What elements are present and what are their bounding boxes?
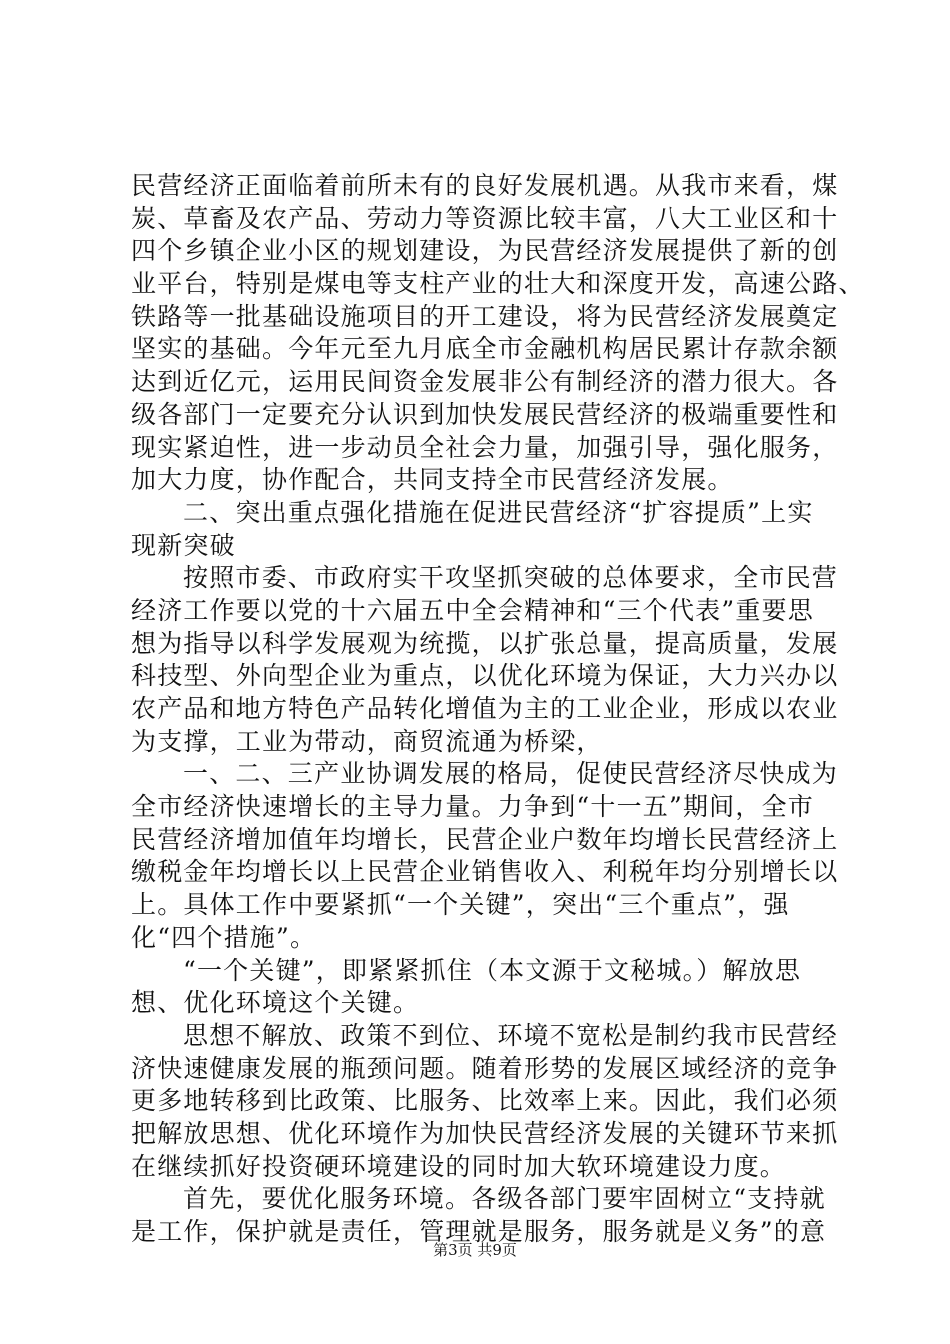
text-line: 业平台，特别是煤电等支柱产业的壮大和深度开发，高速公路、 bbox=[131, 269, 865, 299]
text-line: 在继续抓好投资硬环境建设的同时加大软环境建设力度。 bbox=[131, 1151, 787, 1181]
text-line: 炭、草畜及农产品、劳动力等资源比较丰富，八大工业区和十 bbox=[131, 203, 839, 233]
text-line: 更多地转移到比政策、比服务、比效率上来。因此，我们必须 bbox=[131, 1086, 839, 1116]
text-line: 一、二、三产业协调发展的格局，促使民营经济尽快成为 bbox=[183, 759, 839, 789]
text-line: 民营经济正面临着前所未有的良好发展机遇。从我市来看，煤 bbox=[131, 171, 839, 200]
text-line: 级各部门一定要充分认识到加快发展民营经济的极端重要性和 bbox=[131, 399, 839, 429]
text-line: 坚实的基础。今年元至九月底全市金融机构居民累计存款余额 bbox=[131, 334, 839, 364]
text-line: 民营经济增加值年均增长，民营企业户数年均增长民营经济上 bbox=[131, 824, 839, 854]
text-line: 现实紧迫性，进一步动员全社会力量，加强引导，强化服务， bbox=[131, 432, 839, 462]
text-line: 济快速健康发展的瓶颈问题。随着形势的发展区域经济的竞争 bbox=[131, 1053, 839, 1083]
text-line: 为支撑，工业为带动，商贸流通为桥梁， bbox=[131, 726, 603, 756]
body-text bbox=[131, 170, 865, 1249]
text-line: 想为指导以科学发展观为统揽，以扩张总量，提高质量，发展 bbox=[131, 628, 839, 658]
text-line: “一个关键”，即紧紧抓住（本文源于文秘城。）解放思 bbox=[183, 955, 802, 985]
text-line: 加大力度，协作配合，共同支持全市民营经济发展。 bbox=[131, 465, 734, 495]
text-line: 达到近亿元，运用民间资金发展非公有制经济的潜力很大。各 bbox=[131, 367, 839, 397]
text-line: 把解放思想、优化环境作为加快民营经济发展的关键环节来抓 bbox=[131, 1118, 839, 1148]
text-line: 全市经济快速增长的主导力量。力争到“十一五”期间，全市 bbox=[131, 792, 814, 822]
text-line: 经济工作要以党的十六届五中全会精神和“三个代表”重要思 bbox=[131, 595, 814, 625]
text-line: 缴税金年均增长以上民营企业销售收入、利税年均分别增长以 bbox=[131, 857, 839, 887]
text-line: 首先，要优化服务环境。各级各部门要牢固树立“支持就 bbox=[183, 1184, 826, 1214]
text-line: 铁路等一批基础设施项目的开工建设，将为民营经济发展奠定 bbox=[131, 301, 839, 331]
section-heading-line: 现新突破 bbox=[131, 530, 236, 560]
text-line: 化“四个措施”。 bbox=[131, 922, 317, 952]
text-line: 思想不解放、政策不到位、环境不宽松是制约我市民营经 bbox=[183, 1020, 839, 1050]
text-line: 农产品和地方特色产品转化增值为主的工业企业，形成以农业 bbox=[131, 694, 839, 723]
text-line: 科技型、外向型企业为重点，以优化环境为保证，大力兴办以 bbox=[131, 661, 839, 691]
text-line: 四个乡镇企业小区的规划建设，为民营经济发展提供了新的创 bbox=[131, 236, 839, 266]
section-heading-line: 二、突出重点强化措施在促进民营经济“扩容提质”上实 bbox=[183, 497, 814, 527]
text-line: 想、优化环境这个关键。 bbox=[131, 988, 420, 1018]
text-line: 按照市委、市政府实干攻坚抓突破的总体要求，全市民营 bbox=[183, 563, 839, 593]
text-line: 是工作，保护就是责任，管理就是服务，服务就是义务”的意 bbox=[131, 1217, 827, 1246]
page-number-footer: 第3页 共9页 bbox=[433, 1241, 517, 1259]
text-line: 上。具体工作中要紧抓“一个关键”，突出“三个重点”，强 bbox=[131, 890, 790, 920]
